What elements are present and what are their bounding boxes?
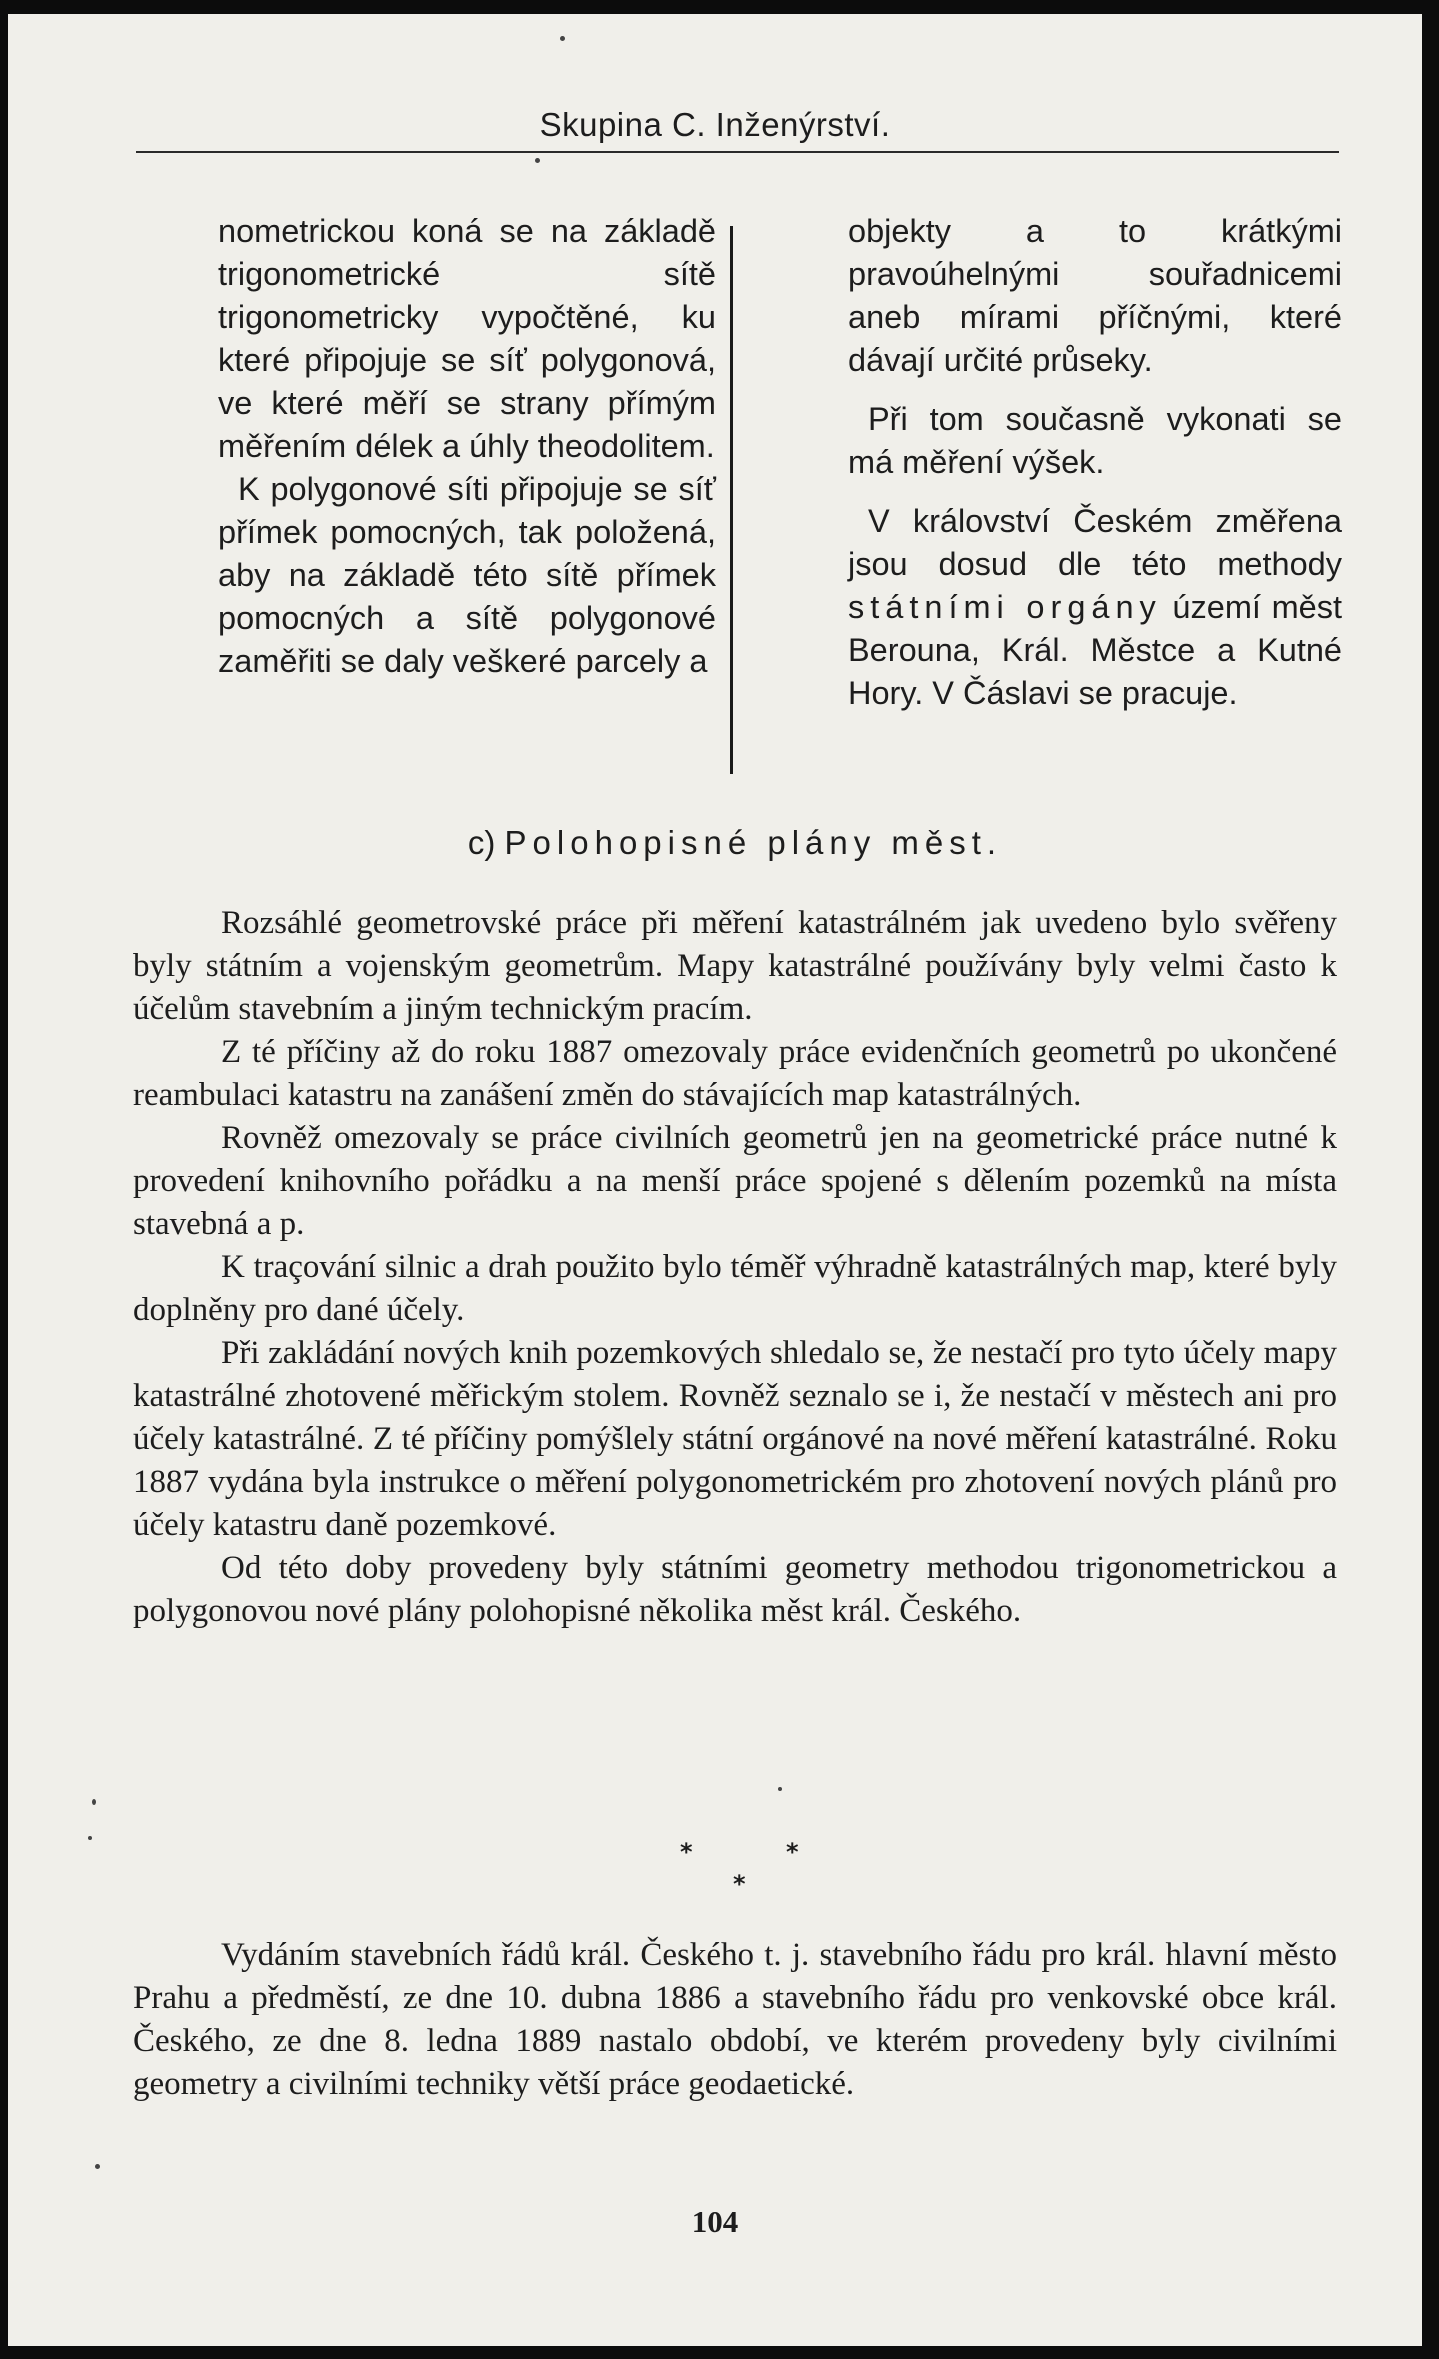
right-column-paragraph: objekty a to krátkými pravoúhelnými souřadnicemi aneb mírami příčnými, které dávají určité průseky. [848, 213, 1342, 378]
right-column-paragraph [848, 500, 1342, 715]
scanned-page [8, 14, 1422, 2346]
scan-speck [535, 158, 540, 163]
section-title: Polohopisné plány měst. [504, 824, 1003, 861]
scan-speck [95, 2164, 100, 2169]
header-rule [136, 151, 1339, 153]
text-run: V království Českém změřena jsou dosud dle této methody [848, 503, 1342, 582]
asterism-separator [648, 1830, 828, 1910]
section-heading [8, 824, 1422, 862]
right-column-paragraph: Při tom současně vykonati se má měření výšek. [848, 401, 1342, 480]
body-text [133, 902, 1337, 1633]
body-paragraph: K traçování silnic a drah použito bylo téměř výhradně katastrálných map, které byly doplněny pro dané účely. [133, 1249, 1337, 1328]
column-divider [730, 226, 733, 774]
scan-speck [560, 36, 565, 41]
text-run: území měst Berouna, Král. Městce a Kutné Hory. V Čáslavi se pracuje. [848, 589, 1342, 711]
left-column [218, 210, 716, 683]
asterisk-star: * [733, 1870, 746, 1898]
page-number: 104 [691, 2204, 739, 2239]
body-paragraph: Rozsáhlé geometrovské práce při měření katastrálném jak uvedeno bylo svěřeny byly státním a vojenským geometrům. Mapy katastrálné používány byly velmi často k účelům stavebním a jiným technickým pracím. [133, 905, 1337, 1027]
asterisk-star: * [786, 1838, 799, 1866]
right-column [848, 210, 1342, 715]
section-prefix: c) [467, 824, 496, 861]
body-paragraph: Z té příčiny až do roku 1887 omezovaly práce evidenčních geometrů po ukončené reambulaci katastru na zanášení změn do stávajících map katastrálných. [133, 1034, 1337, 1113]
closing-paragraph: Vydáním stavebních řádů král. Českého t. j. stavebního řádu pro král. hlavní město Prahu a předměstí, ze dne 10. dubna 1886 a stavebního řádu pro venkovské obce král. Českého, ze dne 8. ledna 1889 nastalo období, ve kterém provedeny byly civilními geometry a civilními techniky větší práce geodaetické. [133, 1937, 1337, 2102]
scan-speck [778, 1787, 782, 1791]
left-column-paragraph: nometrickou koná se na základě trigonometrické sítě trigonometricky vypočtěné, ku které připojuje se síť polygonová, ve které měří se strany přímým měřením délek a úhly theodolitem. [218, 213, 716, 464]
scan-speck [92, 1799, 96, 1805]
left-column-paragraph: K polygonové síti připojuje se síť přímek pomocných, tak položená, aby na základě této sítě přímek pomocných a sítě polygonové zaměřiti se daly veškeré parcely a [218, 471, 716, 679]
body-paragraph: Rovněž omezovaly se práce civilních geometrů jen na geometrické práce nutné k provedení knihovního pořádku a na menší práce spojené s dělením pozemků na místa stavebná a p. [133, 1120, 1337, 1242]
body-paragraph: Od této doby provedeny byly státními geometry methodou trigonometrickou a polygonovou nové plány polohopisné několika měst král. Českého. [133, 1550, 1337, 1629]
scan-speck [88, 1836, 92, 1840]
body-paragraph: Při zakládání nových knih pozemkových shledalo se, že nestačí pro tyto účely mapy katastrálné zhotovené měřickým stolem. Rovněž seznalo se i, že nestačí v městech ani pro účely katastrálné. Z té příčiny pomýšlely státní orgánové na nové měření katastrálné. Roku 1887 vydána byla instrukce o měření polygonometrickém pro zhotovení nových plánů pro účely katastru daně pozemkové. [133, 1335, 1337, 1543]
emphasized-text: státními orgány [848, 589, 1162, 625]
asterisk-star: * [680, 1838, 693, 1866]
running-header: Skupina C. Inženýrství. [539, 106, 891, 143]
closing-text [133, 1934, 1337, 2106]
